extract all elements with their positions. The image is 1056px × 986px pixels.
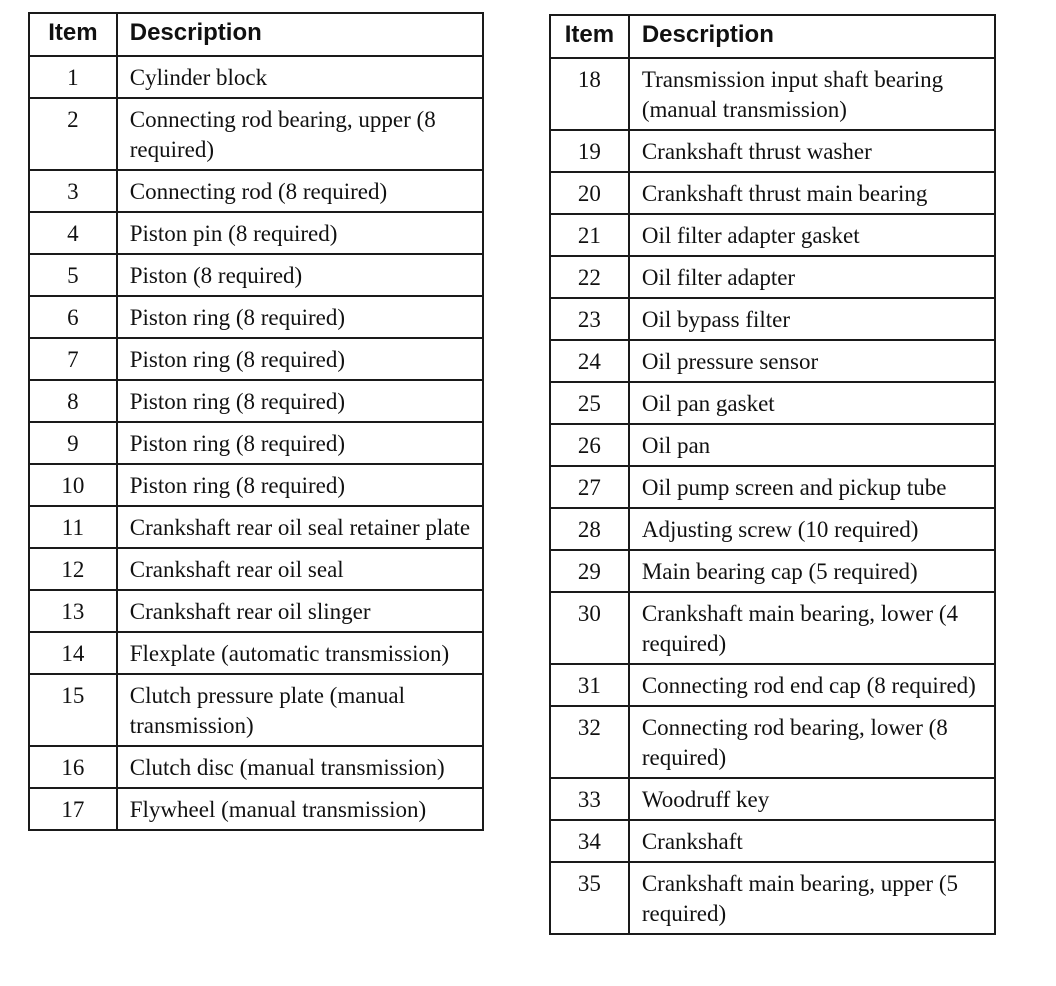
item-number: 21 bbox=[550, 214, 629, 256]
table-row bbox=[550, 130, 995, 172]
table-row bbox=[29, 338, 483, 380]
item-number: 26 bbox=[550, 424, 629, 466]
item-number: 14 bbox=[29, 632, 117, 674]
item-number: 15 bbox=[29, 674, 117, 746]
table-row bbox=[550, 508, 995, 550]
table-row bbox=[29, 98, 483, 170]
item-description: Piston pin (8 required) bbox=[117, 212, 483, 254]
table-row bbox=[550, 298, 995, 340]
table-row bbox=[29, 56, 483, 98]
table-row bbox=[29, 380, 483, 422]
item-number: 35 bbox=[550, 862, 629, 934]
table-row bbox=[550, 58, 995, 130]
item-number: 2 bbox=[29, 98, 117, 170]
item-number: 9 bbox=[29, 422, 117, 464]
table-row bbox=[550, 820, 995, 862]
table-row bbox=[29, 746, 483, 788]
item-number: 24 bbox=[550, 340, 629, 382]
item-column-header: Item bbox=[550, 15, 629, 58]
table-row bbox=[550, 340, 995, 382]
item-description: Woodruff key bbox=[629, 778, 995, 820]
item-description: Main bearing cap (5 required) bbox=[629, 550, 995, 592]
table-row bbox=[29, 422, 483, 464]
item-description: Crankshaft rear oil slinger bbox=[117, 590, 483, 632]
item-description: Adjusting screw (10 required) bbox=[629, 508, 995, 550]
item-description: Crankshaft thrust washer bbox=[629, 130, 995, 172]
table-row bbox=[550, 778, 995, 820]
item-description: Connecting rod end cap (8 required) bbox=[629, 664, 995, 706]
item-description: Oil filter adapter gasket bbox=[629, 214, 995, 256]
item-number: 25 bbox=[550, 382, 629, 424]
table-row bbox=[550, 172, 995, 214]
description-column-header: Description bbox=[629, 15, 995, 58]
item-description: Crankshaft main bearing, upper (5 required) bbox=[629, 862, 995, 934]
item-description: Piston ring (8 required) bbox=[117, 296, 483, 338]
item-number: 34 bbox=[550, 820, 629, 862]
table-row bbox=[29, 464, 483, 506]
item-number: 10 bbox=[29, 464, 117, 506]
item-description: Clutch pressure plate (manual transmission) bbox=[117, 674, 483, 746]
item-number: 12 bbox=[29, 548, 117, 590]
table-row bbox=[29, 674, 483, 746]
table-row bbox=[550, 592, 995, 664]
table-row bbox=[29, 632, 483, 674]
parts-table-left bbox=[28, 12, 484, 831]
item-description: Connecting rod bearing, upper (8 required) bbox=[117, 98, 483, 170]
item-description: Oil pan bbox=[629, 424, 995, 466]
item-number: 8 bbox=[29, 380, 117, 422]
item-description: Piston ring (8 required) bbox=[117, 380, 483, 422]
item-description: Piston ring (8 required) bbox=[117, 464, 483, 506]
item-number: 22 bbox=[550, 256, 629, 298]
item-number: 5 bbox=[29, 254, 117, 296]
table-row bbox=[29, 788, 483, 830]
item-description: Oil pump screen and pickup tube bbox=[629, 466, 995, 508]
item-number: 18 bbox=[550, 58, 629, 130]
table-row bbox=[550, 664, 995, 706]
item-number: 1 bbox=[29, 56, 117, 98]
item-description: Oil bypass filter bbox=[629, 298, 995, 340]
parts-rows bbox=[29, 56, 483, 830]
item-description: Cylinder block bbox=[117, 56, 483, 98]
item-number: 23 bbox=[550, 298, 629, 340]
table-row bbox=[29, 506, 483, 548]
item-number: 7 bbox=[29, 338, 117, 380]
item-number: 4 bbox=[29, 212, 117, 254]
item-description: Crankshaft main bearing, lower (4 required) bbox=[629, 592, 995, 664]
item-number: 3 bbox=[29, 170, 117, 212]
item-description: Oil pressure sensor bbox=[629, 340, 995, 382]
table-row bbox=[550, 466, 995, 508]
item-description: Flywheel (manual transmission) bbox=[117, 788, 483, 830]
table-row bbox=[550, 550, 995, 592]
table-row bbox=[550, 706, 995, 778]
item-description: Crankshaft thrust main bearing bbox=[629, 172, 995, 214]
item-number: 33 bbox=[550, 778, 629, 820]
table-row bbox=[550, 382, 995, 424]
item-description: Piston ring (8 required) bbox=[117, 338, 483, 380]
table-row bbox=[29, 296, 483, 338]
item-number: 16 bbox=[29, 746, 117, 788]
description-column-header: Description bbox=[117, 13, 483, 56]
table-row bbox=[29, 548, 483, 590]
parts-table-right bbox=[549, 14, 996, 935]
item-description: Transmission input shaft bearing (manual transmission) bbox=[629, 58, 995, 130]
item-description: Flexplate (automatic transmission) bbox=[117, 632, 483, 674]
table-row bbox=[550, 256, 995, 298]
item-description: Connecting rod (8 required) bbox=[117, 170, 483, 212]
item-column-header: Item bbox=[29, 13, 117, 56]
item-number: 17 bbox=[29, 788, 117, 830]
table-row bbox=[550, 424, 995, 466]
item-description: Oil pan gasket bbox=[629, 382, 995, 424]
parts-rows bbox=[550, 58, 995, 934]
item-number: 28 bbox=[550, 508, 629, 550]
item-number: 11 bbox=[29, 506, 117, 548]
item-number: 27 bbox=[550, 466, 629, 508]
table-row bbox=[29, 590, 483, 632]
item-description: Clutch disc (manual transmission) bbox=[117, 746, 483, 788]
item-number: 20 bbox=[550, 172, 629, 214]
item-number: 19 bbox=[550, 130, 629, 172]
table-row bbox=[550, 862, 995, 934]
item-number: 32 bbox=[550, 706, 629, 778]
item-number: 31 bbox=[550, 664, 629, 706]
table-row bbox=[550, 214, 995, 256]
item-description: Crankshaft bbox=[629, 820, 995, 862]
item-number: 6 bbox=[29, 296, 117, 338]
item-description: Crankshaft rear oil seal bbox=[117, 548, 483, 590]
item-description: Connecting rod bearing, lower (8 required) bbox=[629, 706, 995, 778]
header-row bbox=[550, 15, 995, 58]
item-number: 30 bbox=[550, 592, 629, 664]
header-row bbox=[29, 13, 483, 56]
item-number: 29 bbox=[550, 550, 629, 592]
table-row bbox=[29, 254, 483, 296]
item-description: Piston (8 required) bbox=[117, 254, 483, 296]
item-number: 13 bbox=[29, 590, 117, 632]
item-description: Piston ring (8 required) bbox=[117, 422, 483, 464]
item-description: Oil filter adapter bbox=[629, 256, 995, 298]
table-row bbox=[29, 212, 483, 254]
item-description: Crankshaft rear oil seal retainer plate bbox=[117, 506, 483, 548]
table-row bbox=[29, 170, 483, 212]
